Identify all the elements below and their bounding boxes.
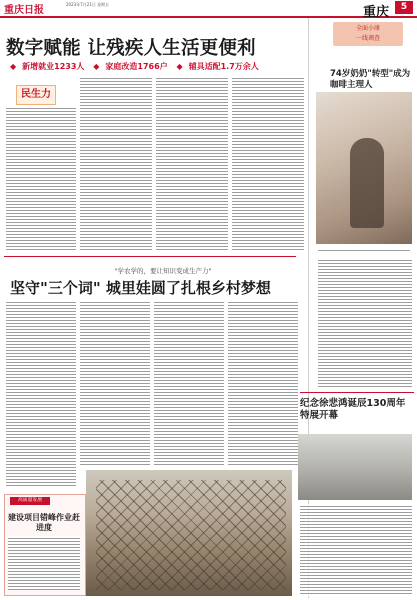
photo-caption xyxy=(318,248,410,252)
publication-date: 2023年7月21日 星期五 xyxy=(66,2,110,7)
sidebar-body xyxy=(318,258,412,388)
exhibition-body xyxy=(300,504,412,596)
scaffold-pattern xyxy=(96,480,286,590)
lead-body-column-3 xyxy=(156,76,228,252)
section-rule xyxy=(4,256,296,257)
lead-subheads xyxy=(10,61,310,72)
box-headline: 建设项目错峰作业赶进度 xyxy=(8,513,80,532)
sidebar-headline: 74岁奶奶"转型"成为咖啡主理人 xyxy=(330,69,411,90)
box-tag: 高质量发展 xyxy=(10,497,50,505)
subhead-2: 家庭改造1766户 xyxy=(105,62,168,71)
lead-body-column-4 xyxy=(232,76,304,252)
masthead xyxy=(0,0,417,18)
newspaper-logo: 重庆日报 xyxy=(4,5,44,16)
feature-headline: 坚守"三个词" 城里娃圆了扎根乡村梦想 xyxy=(10,279,271,297)
subhead-1: 新增就业1233人 xyxy=(22,62,85,71)
exhibition-headline: 纪念徐悲鸿诞辰130周年特展开幕 xyxy=(300,398,406,421)
sidebar-rule xyxy=(300,392,414,393)
feature-body-column-2 xyxy=(80,300,150,466)
lead-body-column-1 xyxy=(6,106,76,252)
feature-body-column-4 xyxy=(228,300,298,466)
subhead-3: 辅具适配1.7万余人 xyxy=(188,62,259,71)
box-body xyxy=(8,536,80,590)
lead-body-column-2 xyxy=(80,76,152,252)
exhibition-photo xyxy=(298,434,412,500)
sidebar-tag: 全面小康 一线调查 xyxy=(333,22,403,46)
photo-subject xyxy=(350,138,384,228)
feature-body-column-3 xyxy=(154,300,224,466)
subhead-bullet-icon: ◆ xyxy=(10,62,17,71)
edition-title: 重庆 xyxy=(362,5,389,20)
subhead-bullet-icon: ◆ xyxy=(93,62,100,71)
lead-headline: 数字赋能 让残疾人生活更便利 xyxy=(6,38,256,59)
page-number: 5 xyxy=(395,1,413,14)
column-logo-badge: 民生力 xyxy=(16,85,56,105)
subhead-bullet-icon: ◆ xyxy=(176,62,183,71)
feature-kicker: "学农学的，要让知识变成生产力" xyxy=(114,267,212,275)
feature-body-column-1 xyxy=(6,300,76,486)
